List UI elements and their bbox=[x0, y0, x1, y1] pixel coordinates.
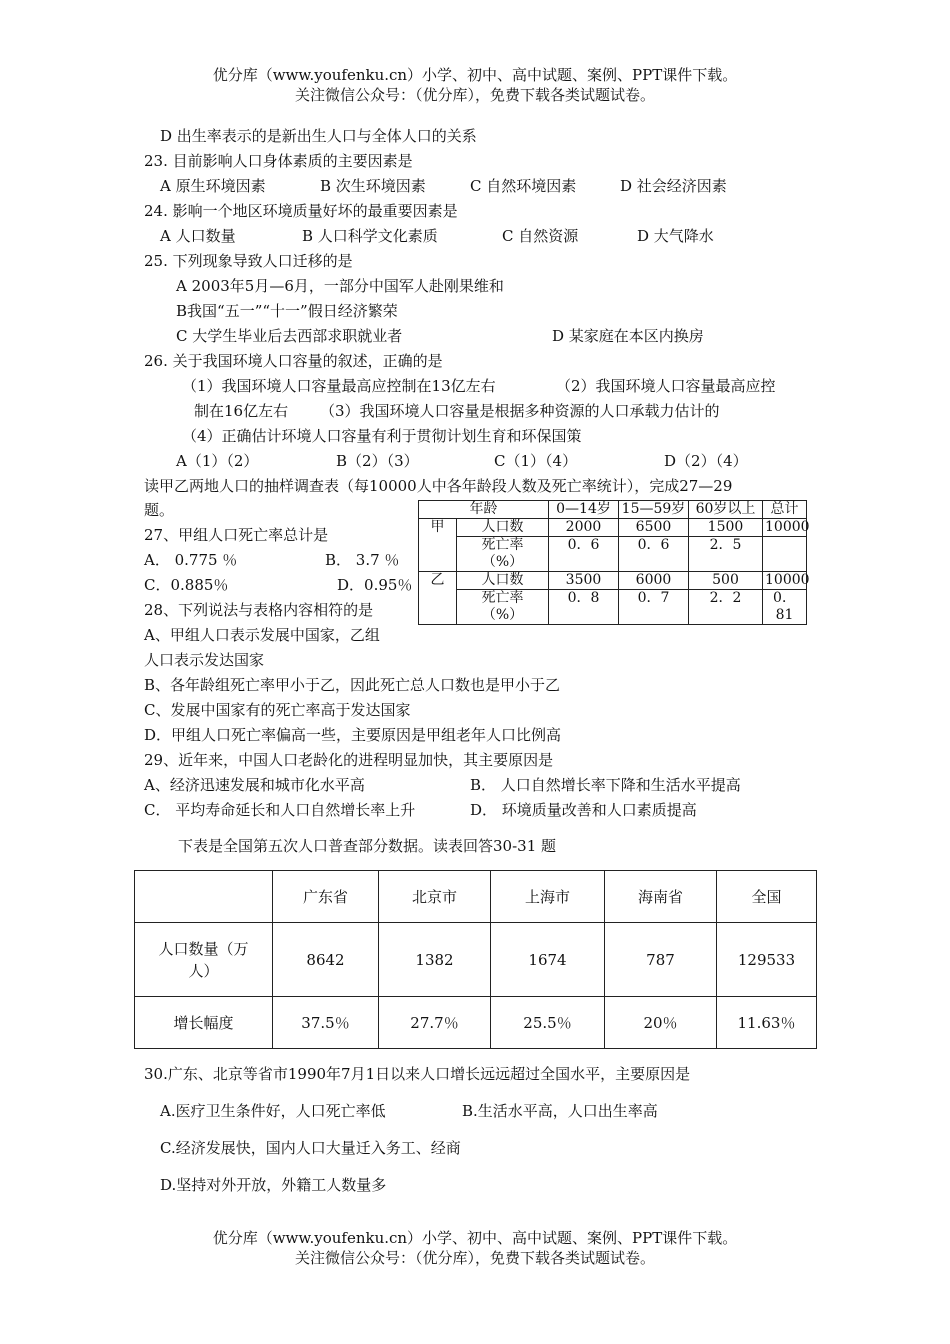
footer-line-2: 关注微信公众号：（优分库），免费下载各类试题试卷。 bbox=[294, 1249, 655, 1267]
population-row-label-line-1: 人口数量（万 bbox=[158, 939, 249, 958]
q26-option-c: C（1）（4） bbox=[494, 452, 578, 470]
table-cell: 0．7 bbox=[619, 590, 689, 625]
group-jia-label: 甲 bbox=[419, 519, 457, 572]
table-cell: 25.5％ bbox=[491, 997, 605, 1049]
q26-stem: 26. 关于我国环境人口容量的叙述，正确的是 bbox=[144, 352, 443, 370]
table-cell: 1500 bbox=[689, 519, 763, 537]
column-beijing: 北京市 bbox=[379, 871, 491, 923]
age-60-plus-header: 60岁以上 bbox=[689, 501, 763, 519]
q27-option-c: C．0.885％ bbox=[144, 576, 229, 594]
q30-option-c: C.经济发展快，国内人口大量迁入务工、经商 bbox=[160, 1139, 461, 1157]
q26-option-b: B（2）（3） bbox=[336, 452, 419, 470]
q28-option-b: B、各年龄组死亡率甲小于乙，因此死亡总人口数也是甲小于乙 bbox=[144, 676, 561, 694]
q29-option-a: A、经济迅速发展和城市化水平高 bbox=[144, 776, 365, 794]
death-rate-label-line-1: 死亡率 bbox=[481, 537, 524, 553]
death-rate-label-line-2: （%） bbox=[481, 607, 524, 623]
table-cell: 0．6 bbox=[619, 537, 689, 572]
q27-option-b: B． 3.7 ％ bbox=[325, 551, 400, 569]
column-national: 全国 bbox=[717, 871, 817, 923]
q25-option-d: D 某家庭在本区内换房 bbox=[552, 327, 704, 345]
q25-stem: 25. 下列现象导致人口迁移的是 bbox=[144, 252, 353, 270]
table-row bbox=[135, 923, 817, 997]
table-cell: 6000 bbox=[619, 572, 689, 590]
q29-option-c: C． 平均寿命延长和人口自然增长率上升 bbox=[144, 801, 416, 819]
death-rate-label-line-2: （%） bbox=[481, 554, 524, 570]
table-cell: 10000 bbox=[763, 572, 807, 590]
q26-statement-2-end: 制在16亿左右 bbox=[194, 402, 289, 420]
q27-option-a: A． 0.775 ％ bbox=[144, 551, 238, 569]
q28-option-a-line-2: 人口表示发达国家 bbox=[144, 651, 265, 669]
q25-option-c: C 大学生毕业后去西部求职就业者 bbox=[176, 327, 403, 345]
q29-option-d: D． 环境质量改善和人口素质提高 bbox=[470, 801, 697, 819]
q23-stem: 23. 目前影响人口身体素质的主要因素是 bbox=[144, 152, 413, 170]
q28-stem: 28、下列说法与表格内容相符的是 bbox=[144, 601, 374, 619]
table-cell: 2．5 bbox=[689, 537, 763, 572]
q27-stem: 27、甲组人口死亡率总计是 bbox=[144, 526, 329, 544]
population-row-label-line-2: 人） bbox=[188, 961, 219, 980]
table-cell: 0．8 bbox=[549, 590, 619, 625]
table-row bbox=[419, 519, 807, 537]
q22-option-d: D 出生率表示的是新出生人口与全体人口的关系 bbox=[160, 127, 477, 145]
table-header-row bbox=[419, 501, 807, 519]
q24-option-c: C 自然资源 bbox=[502, 227, 579, 245]
column-hainan: 海南省 bbox=[605, 871, 717, 923]
intro-30-31: 下表是全国第五次人口普查部分数据。读表回答30-31 题 bbox=[178, 837, 557, 855]
table-row bbox=[419, 590, 807, 625]
q26-statement-4: （4）正确估计环境人口容量有利于贯彻计划生育和环保国策 bbox=[182, 427, 582, 445]
q23-option-b: B 次生环境因素 bbox=[320, 177, 426, 195]
q25-option-a: A 2003年5月—6月，一部分中国军人赴刚果维和 bbox=[176, 277, 504, 295]
population-label: 人口数 bbox=[457, 572, 549, 590]
age-15-59-header: 15—59岁 bbox=[619, 501, 689, 519]
table-cell: 2000 bbox=[549, 519, 619, 537]
q25-option-b: B我国“五一”“十一”假日经济繁荣 bbox=[176, 302, 398, 320]
census-table bbox=[134, 870, 817, 1049]
table-cell: 20％ bbox=[605, 997, 717, 1049]
empty-corner-cell bbox=[135, 871, 273, 923]
q24-option-b: B 人口科学文化素质 bbox=[302, 227, 438, 245]
q26-statement-2-start: （2）我国环境人口容量最高应控 bbox=[556, 377, 776, 395]
table-cell: 27.7％ bbox=[379, 997, 491, 1049]
intro-27-29-line-1: 读甲乙两地人口的抽样调查表（每10000人中各年龄段人数及死亡率统计），完成27—29 bbox=[144, 477, 733, 495]
column-shanghai: 上海市 bbox=[491, 871, 605, 923]
death-rate-label bbox=[457, 537, 549, 572]
footer-line-1: 优分库（www.youfenku.cn）小学、初中、高中试题、案例、PPT课件下载。 bbox=[212, 1229, 738, 1247]
death-rate-label-line-1: 死亡率 bbox=[481, 590, 524, 606]
column-guangdong: 广东省 bbox=[273, 871, 379, 923]
table-cell: 8642 bbox=[273, 923, 379, 997]
q28-option-d: D．甲组人口死亡率偏高一些，主要原因是甲组老年人口比例高 bbox=[144, 726, 562, 744]
table-header-row bbox=[135, 871, 817, 923]
table-row bbox=[419, 572, 807, 590]
table-row bbox=[135, 997, 817, 1049]
q30-option-b: B.生活水平高，人口出生率高 bbox=[462, 1102, 658, 1120]
q23-option-d: D 社会经济因素 bbox=[620, 177, 727, 195]
table-cell: 0．81 bbox=[763, 590, 807, 625]
q24-option-d: D 大气降水 bbox=[637, 227, 714, 245]
q23-option-c: C 自然环境因素 bbox=[470, 177, 577, 195]
header-line-1: 优分库（www.youfenku.cn）小学、初中、高中试题、案例、PPT课件下载。 bbox=[212, 66, 738, 84]
table-cell: 1382 bbox=[379, 923, 491, 997]
intro-27-29-line-2: 题。 bbox=[144, 501, 175, 519]
table-cell: 1674 bbox=[491, 923, 605, 997]
q30-option-d: D.坚持对外开放，外籍工人数量多 bbox=[160, 1176, 387, 1194]
q28-option-c: C、发展中国家有的死亡率高于发达国家 bbox=[144, 701, 411, 719]
q27-option-d: D．0.95％ bbox=[337, 576, 413, 594]
q30-option-a: A.医疗卫生条件好，人口死亡率低 bbox=[160, 1102, 386, 1120]
age-header: 年龄 bbox=[419, 501, 549, 519]
death-rate-label bbox=[457, 590, 549, 625]
q28-option-a-line-1: A、甲组人口表示发展中国家，乙组 bbox=[144, 626, 380, 644]
q24-stem: 24. 影响一个地区环境质量好坏的最重要因素是 bbox=[144, 202, 458, 220]
population-label: 人口数 bbox=[457, 519, 549, 537]
growth-row-label: 增长幅度 bbox=[135, 997, 273, 1049]
table-cell bbox=[763, 537, 807, 572]
q23-option-a: A 原生环境因素 bbox=[160, 177, 266, 195]
q26-statement-1: （1）我国环境人口容量最高应控制在13亿左右 bbox=[182, 377, 496, 395]
table-cell: 11.63％ bbox=[717, 997, 817, 1049]
table-cell: 787 bbox=[605, 923, 717, 997]
population-row-label bbox=[135, 923, 273, 997]
table-cell: 500 bbox=[689, 572, 763, 590]
q24-option-a: A 人口数量 bbox=[160, 227, 236, 245]
table-cell: 2．2 bbox=[689, 590, 763, 625]
group-yi-label: 乙 bbox=[419, 572, 457, 625]
q26-statement-3: （3）我国环境人口容量是根据多种资源的人口承载力估计的 bbox=[320, 402, 720, 420]
q29-option-b: B． 人口自然增长率下降和生活水平提高 bbox=[470, 776, 741, 794]
sample-survey-table bbox=[418, 500, 810, 625]
table-cell: 10000 bbox=[763, 519, 807, 537]
q30-stem: 30.广东、北京等省市1990年7月1日以来人口增长远远超过全国水平，主要原因是 bbox=[144, 1065, 691, 1083]
header-line-2: 关注微信公众号：（优分库），免费下载各类试题试卷。 bbox=[294, 86, 655, 104]
table-cell: 6500 bbox=[619, 519, 689, 537]
table-cell: 129533 bbox=[717, 923, 817, 997]
age-0-14-header: 0—14岁 bbox=[549, 501, 619, 519]
q29-stem: 29、近年来，中国人口老龄化的进程明显加快，其主要原因是 bbox=[144, 751, 554, 769]
q26-option-d: D（2）（4） bbox=[664, 452, 748, 470]
total-header: 总计 bbox=[763, 501, 807, 519]
table-row bbox=[419, 537, 807, 572]
table-cell: 3500 bbox=[549, 572, 619, 590]
table-cell: 0．6 bbox=[549, 537, 619, 572]
q26-option-a: A（1）（2） bbox=[176, 452, 259, 470]
table-cell: 37.5％ bbox=[273, 997, 379, 1049]
